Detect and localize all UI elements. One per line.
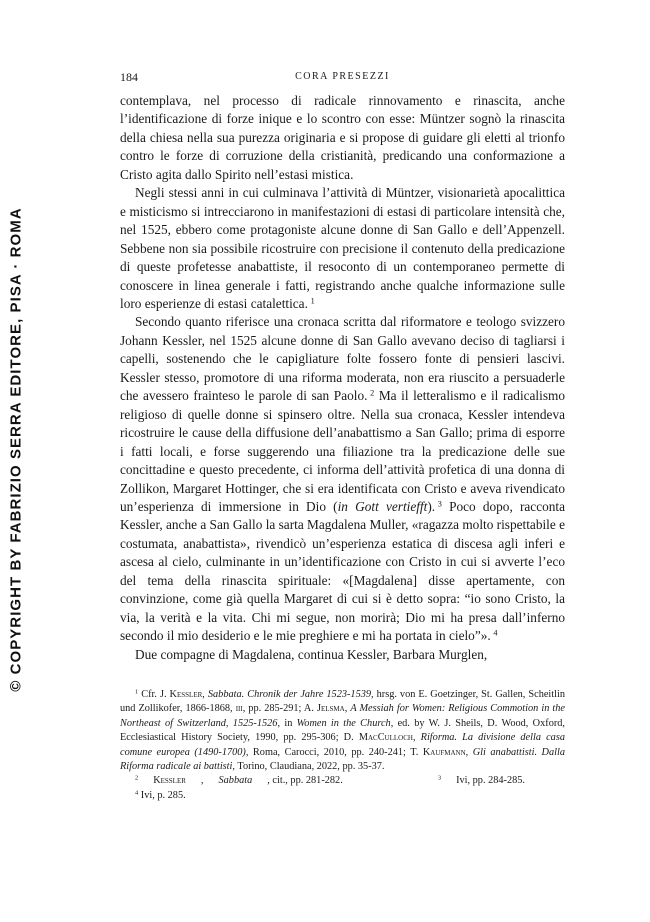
fn1-t11: , Torino, Claudiana, 2022, pp. 35-37.	[232, 761, 385, 773]
fn2-t3: , cit., pp. 281-282.	[267, 775, 343, 787]
paragraph-3	[120, 313, 565, 645]
paragraph-4	[120, 646, 565, 664]
copyright-text: © COPYRIGHT BY FABRIZIO SERRA EDITORE, PISA · ROMA	[7, 206, 25, 692]
paragraph-1-text: contemplava, nel processo di radicale rinnovamento e rinascita, anche l’identificazione di forze inique e lo scontro con esse: Müntzer sognò la rinascita della chiesa nella sua purezza originaria e si propose di guidare gli eletti al trionfo contro le forze di corruzione della cristianità, predicando una conformazione a Cristo agita dallo Spirito nell’estasi mistica.	[120, 93, 565, 182]
fn2-author-kessler: Kessler	[153, 775, 186, 787]
paragraph-3-text-d: Poco dopo, racconta Kessler, anche a San Gallo la sarta Magdalena Muller, «ragazza molto rispettabile e costumata, anabattista», rivendicò un’esperienza estatica di discesa agli inferi e ascesa al cielo, culminante in un’identificazione con Cristo in cui si avverte l’eco del tema della rinascita spirituale: «[Magdalena] disse apertamente, con convinzione, come già quella Margaret di cui si è detto sopra: “io sono Cristo, la via, la verità e la vita. Chi mi segue, non morirà; Dio mi ha presa dall’inferno secondo il mio desiderio e le mie preghiere e mi ha portata in cielo”».	[120, 498, 565, 644]
footnote-ref-2[interactable]: 2	[370, 388, 375, 398]
fn1-volume: iii	[235, 703, 243, 715]
footnote-1-number: 1	[135, 688, 139, 696]
footnote-3-number: 3	[437, 774, 442, 782]
paragraph-3-text-c: ).	[427, 498, 436, 514]
fn1-t2: ,	[202, 689, 208, 700]
fn1-t5: ,	[344, 703, 351, 715]
fn1-title-anabattisti: Gli anabattisti. Dalla Riforma radicale ai battisti	[120, 746, 565, 773]
footnote-ref-3[interactable]: 3	[437, 499, 442, 509]
footnotes-2-3-row	[120, 774, 565, 788]
fn1-author-kaufmann: Kaufmann	[422, 746, 466, 758]
fn1-t7: , ed. by W. J. Sheils, D. Wood, Oxford, Ecclesiastical History Society, 1990, pp. 295-306; D.	[120, 717, 565, 744]
fn1-t9: , Roma, Carocci, 2010, pp. 240-241; T.	[245, 746, 423, 758]
fn3-t1: Ivi, pp. 284-285.	[456, 775, 525, 787]
fn2-title-sabbata: Sabbata	[218, 775, 253, 787]
fn1-t3: , hrsg. von E. Goetzinger, St. Gallen, Scheitlin und Zollikofer, 1866-1868,	[120, 689, 565, 715]
footnote-4-number: 4	[135, 789, 139, 797]
fn1-title-messiah: A Messiah for Women: Religious Commotion in the Northeast of Switzerland, 1525-1526	[120, 703, 565, 729]
running-head: CORA PRESEZZI	[295, 71, 390, 82]
footnote-3	[423, 774, 565, 788]
footnote-ref-1[interactable]: 1	[310, 296, 315, 306]
paragraph-3-text-a: Secondo quanto riferisce una cronaca scritta dal riformatore e teologo svizzero Johann Kessler, nel 1525 alcune donne di San Gallo avevano deciso di tagliarsi i capelli, sostenendo che le capigliature folte fossero fonte di pensieri lascivi. Kessler stesso, promotore di una riforma moderata, non era riuscito a persuaderle che avessero frainteso le parole di san Paolo.	[120, 314, 565, 404]
paragraph-3-text-b: Ma il letteralismo e il radicalismo religioso di quelle donne si spinsero oltre. Nella sua cronaca, Kessler intendeva ricostruire le cause della diffusione dell’anabattismo a San Gallo; prima di esporre i fatti locali, e forse suggerendo una filiazione tra la predicazione delle sue concittadine e questo precedente, ci informa dell’attività profetica di una donna di Zollikon, Margaret Hottinger, che si era identificata con Cristo e aveva rivendicato un’esperienza di immersione in Dio (	[120, 388, 565, 514]
paragraph-2-text: Negli stessi anni in cui culminava l’attività di Müntzer, visionarietà apocalittica e misticismo si intrecciarono in manifestazioni di estasi di particolare intensità che, nel 1525, ebbero come protagoniste alcune donne di San Gallo e dell’Appenzell. Sebbene non sia possibile ricostruire con precisione il contenuto della predicazione di queste profetesse anabattiste, il resoconto di un contemporaneo permette di conoscere in linea generale i fatti, registrando anche qualche informazione sulle loro esperienze di estasi catalettica.	[120, 185, 565, 311]
fn1-t6: , in	[277, 717, 297, 729]
fn1-t1: Cfr. J.	[138, 689, 170, 700]
fn1-t8: ,	[412, 732, 421, 744]
footnote-2-number: 2	[135, 774, 139, 782]
main-text	[120, 92, 565, 664]
fn2-t2: ,	[200, 775, 204, 787]
fn4-t1: Ivi, p. 285.	[138, 789, 186, 801]
paragraph-4-text: Due compagne di Magdalena, continua Kessler, Barbara Murglen,	[135, 646, 488, 662]
fn1-t10: ,	[465, 746, 473, 758]
page-number: 184	[120, 70, 138, 84]
paragraph-2	[120, 184, 565, 313]
fn1-author-macculloch: MacCulloch	[358, 732, 413, 744]
footnote-1	[120, 688, 565, 774]
fn1-author-jelsma: Jelsma	[316, 703, 345, 715]
footnotes	[120, 688, 565, 803]
fn1-title-riforma: Riforma. La divisione della casa comune europea (1490-1700)	[120, 732, 565, 758]
fn1-title-women-church: Women in the Church	[296, 717, 391, 729]
fn1-title-sabbata: Sabbata. Chronik der Jahre 1523-1539	[207, 689, 372, 700]
copyright-vertical-notice	[3, 206, 29, 692]
fn1-author-kessler: Kessler	[169, 689, 203, 700]
footnote-2	[120, 774, 343, 788]
paragraph-3-italic: in Gott vertiefft	[337, 498, 428, 514]
page-header	[120, 70, 565, 88]
fn1-t4: , pp. 285-291; A.	[242, 703, 317, 715]
paragraph-1	[120, 92, 565, 184]
footnote-ref-4[interactable]: 4	[493, 628, 498, 638]
footnote-4	[120, 789, 565, 803]
